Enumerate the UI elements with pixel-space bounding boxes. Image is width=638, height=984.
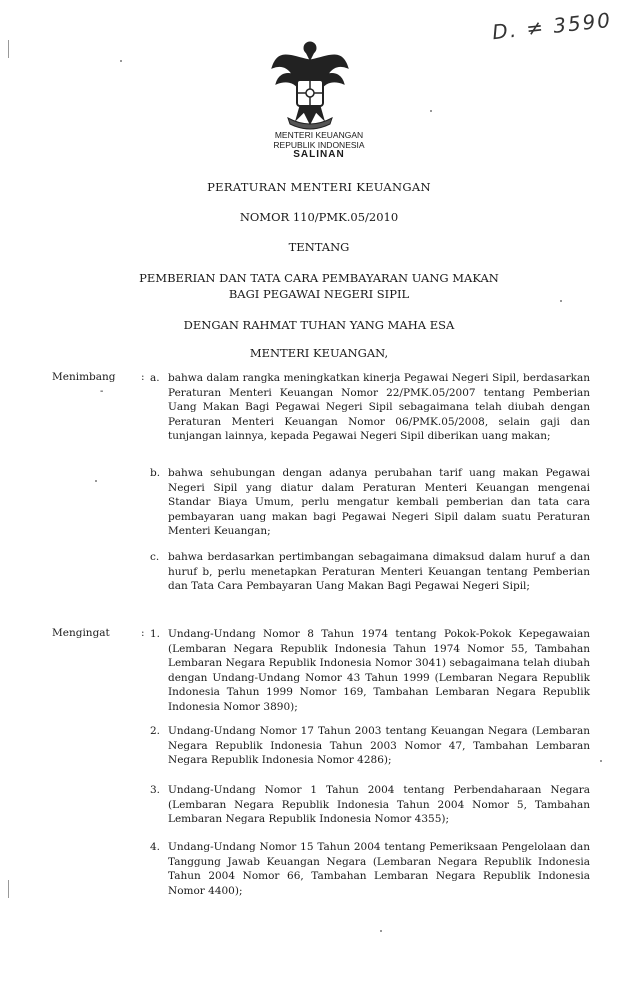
item-text: Undang-Undang Nomor 17 Tahun 2003 tentang Keuangan Negara (Lembaran Negara Republik Indonesia Tahun 2003 Nomor 47, Tambahan Lembaran Negara Republik Indonesia Nomor 4286); bbox=[168, 725, 590, 766]
mengingat-item-2 bbox=[150, 724, 590, 768]
item-marker: 2. bbox=[150, 725, 161, 737]
item-marker: c. bbox=[150, 551, 160, 563]
minister-line: MENTERI KEUANGAN, bbox=[249, 346, 389, 360]
mengingat-item-1 bbox=[150, 627, 590, 714]
subject-line-1: PEMBERIAN DAN TATA CARA PEMBAYARAN UANG MAKAN bbox=[139, 271, 499, 285]
scan-speck bbox=[95, 480, 97, 482]
menimbang-item-c bbox=[150, 550, 590, 594]
agency-line-1: MENTERI KEUANGAN bbox=[274, 130, 364, 140]
menimbang-label: Menimbang bbox=[52, 371, 116, 383]
menimbang-item-a bbox=[150, 371, 590, 444]
scan-speck bbox=[430, 110, 432, 112]
scan-dash: - bbox=[100, 386, 104, 397]
mengingat-colon: : bbox=[141, 627, 145, 639]
agency-header bbox=[0, 130, 638, 160]
handwritten-annotation: D. ≠ 3590 bbox=[491, 7, 614, 45]
item-marker: 3. bbox=[150, 784, 161, 796]
copy-stamp: SALINAN bbox=[293, 149, 345, 160]
scan-edge-mark bbox=[8, 40, 9, 58]
agency-line-2: REPUBLIK INDONESIA bbox=[273, 140, 365, 150]
item-text: bahwa berdasarkan pertimbangan sebagaimana dimaksud dalam huruf a dan huruf b, perlu menetapkan Peraturan Menteri Keuangan tentang Pemberian dan Tata Cara Pembayaran Uang Makan Bagi Pegawai Negeri Sipil; bbox=[168, 551, 590, 592]
scan-speck bbox=[380, 930, 382, 932]
subject-line-2: BAGI PEGAWAI NEGERI SIPIL bbox=[228, 287, 410, 301]
mengingat-item-4 bbox=[150, 840, 590, 898]
scan-speck bbox=[120, 60, 122, 62]
menimbang-item-b bbox=[150, 466, 590, 539]
item-marker: 4. bbox=[150, 841, 161, 853]
regulation-title: PERATURAN MENTERI KEUANGAN bbox=[207, 180, 431, 194]
regulation-about: TENTANG bbox=[288, 240, 350, 254]
item-text: Undang-Undang Nomor 8 Tahun 1974 tentang Pokok-Pokok Kepegawaian (Lembaran Negara Republik Indonesia Tahun 1974 Nomor 55, Tambahan Lembaran Negara Republik Indonesia Nomor 3041) sebagaimana telah diubah dengan Undang-Undang Nomor 43 Tahun 1999 (Lembaran Negara Republik Indonesia Tahun 1999 Nomor 169, Tambahan Lembaran Negara Republik Indonesia Nomor 3890); bbox=[168, 628, 590, 713]
garuda-emblem-icon bbox=[270, 38, 350, 130]
scan-speck bbox=[560, 300, 562, 302]
blessing-line: DENGAN RAHMAT TUHAN YANG MAHA ESA bbox=[183, 318, 455, 332]
item-text: bahwa dalam rangka meningkatkan kinerja Pegawai Negeri Sipil, berdasarkan Peraturan Menteri Keuangan Nomor 22/PMK.05/2007 tentang Pemberian Uang Makan Bagi Pegawai Negeri Sipil sebagaimana telah diubah dengan Peraturan Menteri Keuangan Nomor 06/PMK.05/2008, selain gaji dan tunjangan lainnya, kepada Pegawai Negeri Sipil diberikan uang makan; bbox=[168, 372, 590, 442]
menimbang-colon: : bbox=[141, 371, 145, 383]
item-text: Undang-Undang Nomor 1 Tahun 2004 tentang Perbendaharaan Negara (Lembaran Negara Republik Indonesia Tahun 2004 Nomor 5, Tambahan Lembaran Negara Republik Indonesia Nomor 4355); bbox=[168, 784, 590, 825]
scan-edge-mark bbox=[8, 880, 9, 898]
regulation-number: NOMOR 110/PMK.05/2010 bbox=[239, 210, 399, 224]
item-marker: a. bbox=[150, 372, 160, 384]
item-text: bahwa sehubungan dengan adanya perubahan tarif uang makan Pegawai Negeri Sipil yang diatur dalam Peraturan Menteri Keuangan mengenai Standar Biaya Umum, perlu mengatur kembali pemberian dan tata cara pembayaran uang makan bagi Pegawai Negeri Sipil dalam suatu Peraturan Menteri Keuangan; bbox=[168, 467, 590, 537]
item-text: Undang-Undang Nomor 15 Tahun 2004 tentang Pemeriksaan Pengelolaan dan Tanggung Jawab Keuangan Negara (Lembaran Negara Republik Indonesia Tahun 2004 Nomor 66, Tambahan Lembaran Negara Republik Indonesia Nomor 4400); bbox=[168, 841, 590, 897]
mengingat-label: Mengingat bbox=[52, 627, 110, 639]
mengingat-item-3 bbox=[150, 783, 590, 827]
regulation-subject bbox=[0, 270, 638, 302]
scan-speck bbox=[600, 760, 602, 762]
item-marker: 1. bbox=[150, 628, 161, 640]
item-marker: b. bbox=[150, 467, 161, 479]
